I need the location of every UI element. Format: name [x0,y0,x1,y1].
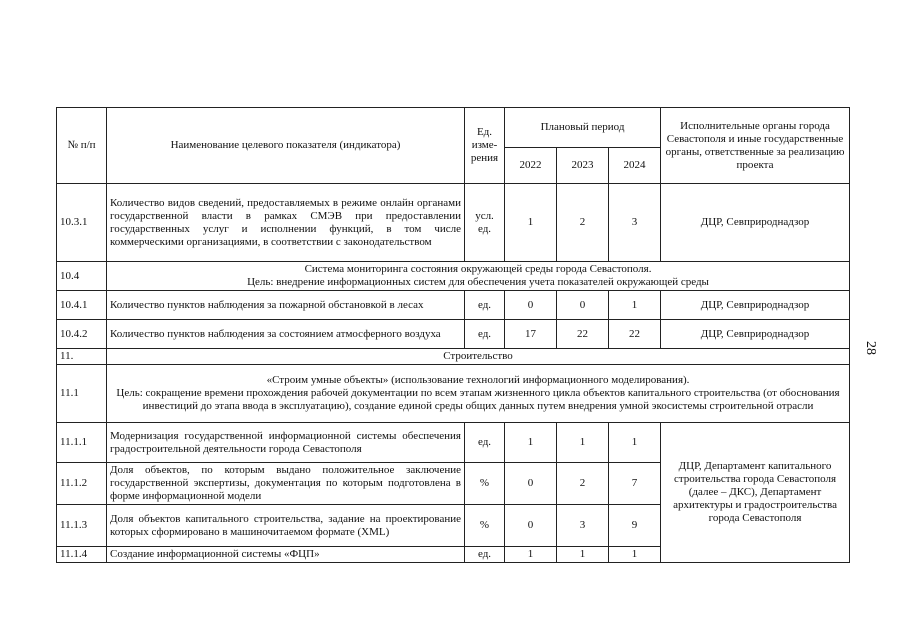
row-exec: ДЦР, Севприроднадзор [661,291,850,320]
row-num: 11.1.1 [57,423,107,463]
row-2022: 0 [505,463,557,505]
section-title: «Строим умные объекты» (использование технологий информационного моделирования). [266,374,690,386]
header-unit: Ед. изме-рения [465,108,505,184]
header-year: 2022 [505,148,557,184]
section-cell [107,262,850,291]
row-2024: 1 [609,547,661,563]
section-num: 11. [57,349,107,365]
row-num: 10.4.1 [57,291,107,320]
header-period: Плановый период [505,108,661,148]
merged-exec: ДЦР, Департамент капитального строительства города Севастополя (далее – ДКС), Департамент архитектуры и градостроительства города Севастополя [661,423,850,563]
row-2022: 1 [505,547,557,563]
row-name: Создание информационной системы «ФЦП» [107,547,465,563]
row-name: Доля объектов, по которым выдано положительное заключение государственной экспертизы, документация по которым подготовлена в форме информационной модели [107,463,465,505]
row-2024: 3 [609,184,661,262]
header-executors: Исполнительные органы города Севастополя и иные государственные органы, ответственные за реализацию проекта [661,108,850,184]
row-2023: 3 [557,505,609,547]
indicators-table [56,107,850,563]
row-2024: 1 [609,291,661,320]
table-row [57,423,850,463]
row-2024: 22 [609,320,661,349]
section-row [57,262,850,291]
row-exec: ДЦР, Севприроднадзор [661,184,850,262]
row-2024: 9 [609,505,661,547]
row-unit: ед. [465,423,505,463]
row-2022: 1 [505,423,557,463]
row-name: Доля объектов капитального строительства, задание на проектирование которых сформировано в машиночитаемом формате (XML) [107,505,465,547]
section-num: 11.1 [57,365,107,423]
row-num: 10.3.1 [57,184,107,262]
row-exec: ДЦР, Севприроднадзор [661,320,850,349]
section-row [57,349,850,365]
row-2023: 2 [557,184,609,262]
row-2023: 22 [557,320,609,349]
section-cell [107,365,850,423]
row-2023: 1 [557,423,609,463]
row-num: 11.1.4 [57,547,107,563]
row-unit: ед. [465,320,505,349]
row-unit: ед. [465,291,505,320]
row-2023: 2 [557,463,609,505]
row-unit: % [465,463,505,505]
row-2024: 7 [609,463,661,505]
row-name: Количество пунктов наблюдения за пожарной обстановкой в лесах [107,291,465,320]
row-2022: 0 [505,291,557,320]
row-2023: 0 [557,291,609,320]
section-title: Строительство [107,349,850,365]
table-row [57,184,850,262]
row-2022: 17 [505,320,557,349]
section-goal: Цель: внедрение информационных систем для обеспечения учета показателей окружающей среды [247,276,709,288]
row-2024: 1 [609,423,661,463]
header-row-1 [57,108,850,148]
row-name: Количество пунктов наблюдения за состоянием атмосферного воздуха [107,320,465,349]
section-title: Система мониторинга состояния окружающей среды города Севастополя. [304,263,652,275]
row-2022: 1 [505,184,557,262]
header-year: 2024 [609,148,661,184]
header-num: № п/п [57,108,107,184]
row-2022: 0 [505,505,557,547]
row-2023: 1 [557,547,609,563]
section-row [57,365,850,423]
row-unit: % [465,505,505,547]
section-num: 10.4 [57,262,107,291]
table-row [57,320,850,349]
table-row [57,291,850,320]
row-name: Модернизация государственной информационной системы обеспечения градостроительной деятельности города Севастополя [107,423,465,463]
row-num: 11.1.2 [57,463,107,505]
header-year: 2023 [557,148,609,184]
section-goal: Цель: сокращение времени прохождения рабочей документации по всем этапам жизненного цикла объектов капитального строительства (от обоснования инвестиций до этапа ввода в эксплуатацию), создание единой среды общих данных путем внедрения умной экосистемы строительной отрасли [116,387,840,412]
row-name: Количество видов сведений, предоставляемых в режиме онлайн органами государственной власти в рамках СМЭВ при предоставлении государственных услуг и исполнении функций, в том числе коммерческими организациями, в соответствии с законодательством [107,184,465,262]
row-num: 11.1.3 [57,505,107,547]
row-unit: усл. ед. [465,184,505,262]
header-name: Наименование целевого показателя (индикатора) [107,108,465,184]
row-num: 10.4.2 [57,320,107,349]
page-number: 28 [863,341,878,355]
row-unit: ед. [465,547,505,563]
